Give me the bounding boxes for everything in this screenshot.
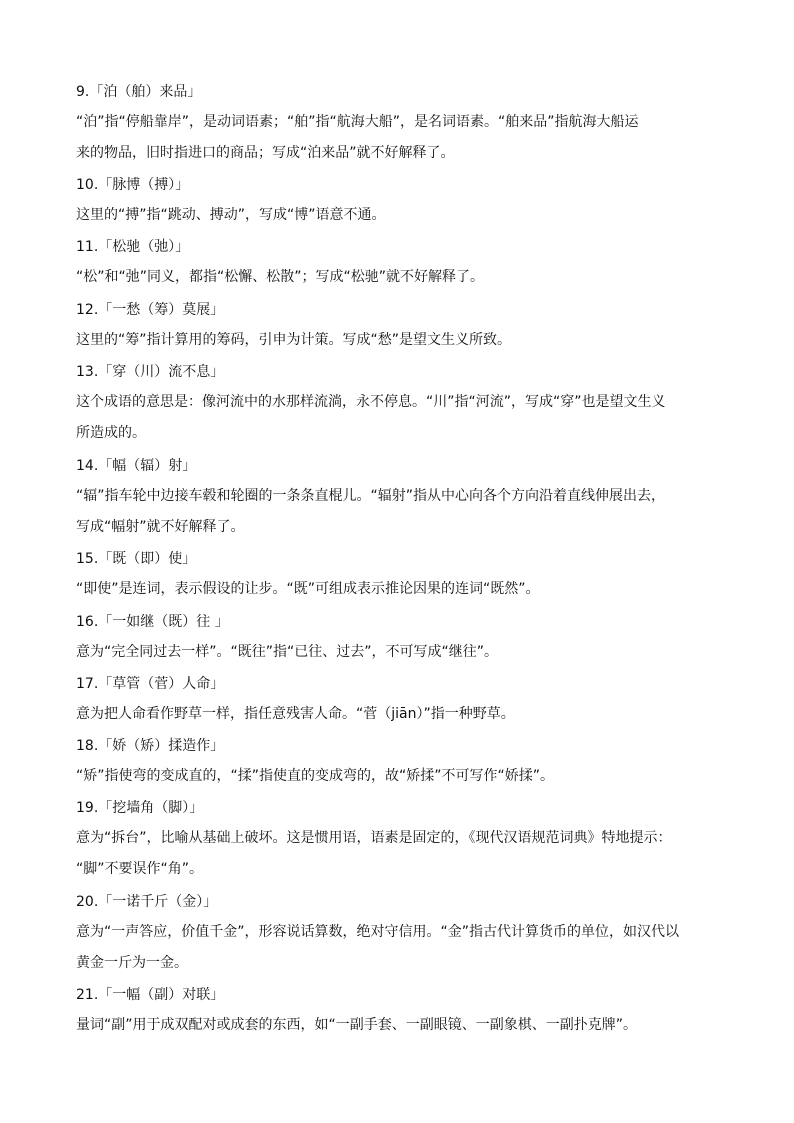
entry-explanation-line: “脚”不要误作“角”。 [76,861,204,877]
entry-explanation-line: 意为“一声答应，价值千金”，形容说话算数，绝对守信用。“金”指古代计算货币的单位，如汉代以 [76,924,680,940]
entry-13 [76,357,726,449]
entry-heading: 18.「娇（矫）揉造作」 [76,738,225,754]
entry-explanation-line: “泊”指“停船靠岸”，是动词语素；“舶”指“航海大船”，是名词语素。“舶来品”指航海大船运 [76,114,639,130]
entry-11 [76,232,726,293]
entry-explanation-line: “辐”指车轮中边接车毂和轮圈的一条条直棍儿。“辐射”指从中心向各个方向沿着直线伸展出去， [76,488,666,504]
entry-16 [76,607,726,668]
entry-explanation-line: “矫”指使弯的变成直的，“揉”指使直的变成弯的，故“矫揉”不可写作“娇揉”。 [76,768,555,784]
entry-9 [76,77,726,169]
entry-explanation-line: 这里的“筹”指计算用的筹码，引申为计策。写成“愁”是望文生义所致。 [76,332,512,348]
entry-heading: 21.「一幅（副）对联」 [76,987,225,1003]
entry-18 [76,731,726,792]
entry-heading: 13.「穿（川）流不息」 [76,364,225,380]
entry-explanation-line: 所造成的。 [76,425,146,441]
entry-explanation-line: “松”和“弛”同义，都指“松懈、松散”；写成“松驰”就不好解释了。 [76,269,485,285]
entry-explanation-line: 这个成语的意思是：像河流中的水那样流淌，永不停息。“川”指“河流”，写成“穿”也是望文生义 [76,394,666,410]
entry-14 [76,451,726,543]
entry-explanation-line: 意为“完全同过去一样”。“既往”指“已往、过去”，不可写成“继往”。 [76,644,499,660]
entry-heading: 9.「泊（舶）来品」 [76,84,202,100]
entry-explanation-line: 这里的“搏”指“跳动、搏动”，写成“博”语意不通。 [76,207,386,223]
entry-heading: 10.「脉博（搏）」 [76,177,190,193]
entry-heading: 20.「一诺千斤（金）」 [76,894,218,910]
entry-heading: 12.「一愁（筹）莫展」 [76,302,225,318]
entry-explanation-line: 量词“副”用于成双配对或成套的东西，如“一副手套、一副眼镜、一副象棋、一副扑克牌”。 [76,1017,638,1033]
entry-12 [76,295,726,356]
entry-explanation-line: 来的物品，旧时指进口的商品；写成“泊来品”就不好解释了。 [76,145,455,161]
entry-heading: 19.「挖墙角（脚）」 [76,800,204,816]
entry-heading: 16.「一如继（既）往 」 [76,614,229,630]
entry-heading: 15.「既（即）使」 [76,551,197,567]
entry-explanation-line: “即使”是连词，表示假设的让步。“既”可组成表示推论因果的连词“既然”。 [76,581,540,597]
entry-21 [76,980,726,1041]
entry-15 [76,544,726,605]
entry-17 [76,669,726,730]
entry-heading: 11.「松驰（弛）」 [76,239,190,255]
entry-explanation-line: 黄金一斤为一金。 [76,955,188,971]
entry-19 [76,793,726,885]
entry-explanation-line: 意为把人命看作野草一样，指任意残害人命。“菅（jiān）”指一种野草。 [76,706,515,722]
entry-explanation-line: 写成“幅射”就不好解释了。 [76,519,245,535]
entry-heading: 14.「幅（辐）射」 [76,458,197,474]
entry-explanation-line: 意为“拆台”，比喻从基础上破坏。这是惯用语，语素是固定的，《现代汉语规范词典》特地提示： [76,830,672,846]
entry-heading: 17.「草管（菅）人命」 [76,676,225,692]
entry-20 [76,887,726,979]
entry-10 [76,170,726,231]
